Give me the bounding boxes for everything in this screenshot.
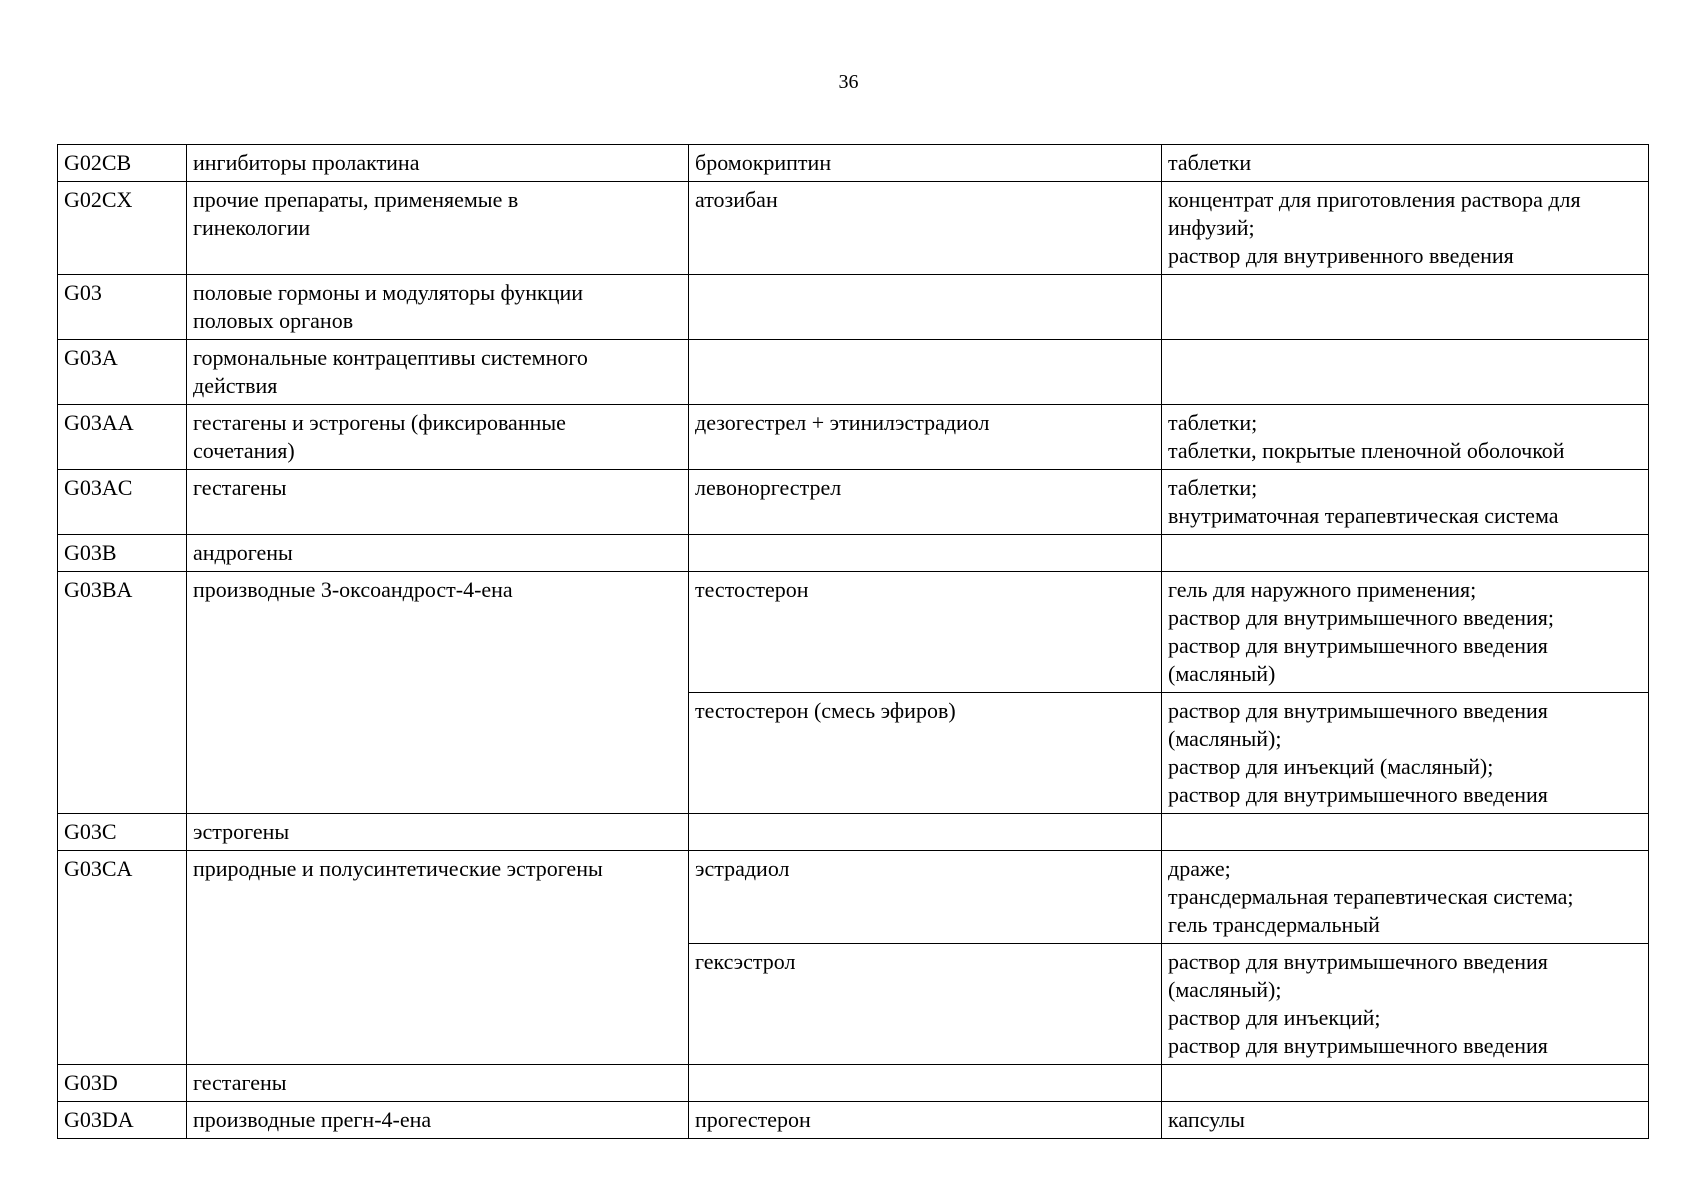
anatomical-group: андрогены	[187, 535, 689, 572]
page-number: 36	[838, 71, 859, 93]
atc-code: G03C	[58, 814, 187, 851]
drug-name: левоноргестрел	[689, 470, 1162, 535]
dosage-form: капсулы	[1162, 1102, 1649, 1139]
atc-code: G02CB	[58, 145, 187, 182]
drug-name	[689, 1065, 1162, 1102]
dosage-form: концентрат для приготовления раствора для инфузий; раствор для внутривенного введения	[1162, 182, 1649, 275]
drug-name: гексэстрол	[689, 944, 1162, 1065]
dosage-form: раствор для внутримышечного введения (масляный); раствор для инъекций; раствор для внутримышечного введения	[1162, 944, 1649, 1065]
table-row	[58, 340, 1649, 405]
dosage-form	[1162, 535, 1649, 572]
atc-code: G03CA	[58, 851, 187, 1065]
drug-name: бромокриптин	[689, 145, 1162, 182]
drug-table	[57, 144, 1649, 1139]
anatomical-group: половые гормоны и модуляторы функции половых органов	[187, 275, 689, 340]
dosage-form: таблетки	[1162, 145, 1649, 182]
drug-name: тестостерон	[689, 572, 1162, 693]
table-row	[58, 572, 1649, 693]
table-row	[58, 275, 1649, 340]
dosage-form: драже; трансдермальная терапевтическая система; гель трансдермальный	[1162, 851, 1649, 944]
atc-code: G03D	[58, 1065, 187, 1102]
anatomical-group: природные и полусинтетические эстрогены	[187, 851, 689, 1065]
atc-code: G03AA	[58, 405, 187, 470]
table-row	[58, 1102, 1649, 1139]
anatomical-group: гестагены	[187, 1065, 689, 1102]
dosage-form	[1162, 340, 1649, 405]
atc-code: G02CX	[58, 182, 187, 275]
atc-code: G03AC	[58, 470, 187, 535]
dosage-form	[1162, 275, 1649, 340]
drug-name: прогестерон	[689, 1102, 1162, 1139]
dosage-form	[1162, 814, 1649, 851]
dosage-form: гель для наружного применения; раствор для внутримышечного введения; раствор для внутримышечного введения (масляный)	[1162, 572, 1649, 693]
table-row	[58, 535, 1649, 572]
table-row	[58, 145, 1649, 182]
atc-code: G03B	[58, 535, 187, 572]
dosage-form: таблетки; таблетки, покрытые пленочной оболочкой	[1162, 405, 1649, 470]
drug-name: эстрадиол	[689, 851, 1162, 944]
table-row	[58, 814, 1649, 851]
atc-code: G03A	[58, 340, 187, 405]
drug-name: атозибан	[689, 182, 1162, 275]
anatomical-group: производные прегн-4-ена	[187, 1102, 689, 1139]
dosage-form: раствор для внутримышечного введения (масляный); раствор для инъекций (масляный); раствор для внутримышечного введения	[1162, 693, 1649, 814]
drug-name	[689, 275, 1162, 340]
dosage-form: таблетки; внутриматочная терапевтическая система	[1162, 470, 1649, 535]
atc-code: G03BA	[58, 572, 187, 814]
table-row	[58, 851, 1649, 944]
anatomical-group: гестагены и эстрогены (фиксированные сочетания)	[187, 405, 689, 470]
atc-code: G03	[58, 275, 187, 340]
atc-code: G03DA	[58, 1102, 187, 1139]
anatomical-group: производные 3-оксоандрост-4-ена	[187, 572, 689, 814]
drug-name: тестостерон (смесь эфиров)	[689, 693, 1162, 814]
drug-name: дезогестрел + этинилэстрадиол	[689, 405, 1162, 470]
anatomical-group: гестагены	[187, 470, 689, 535]
table-row	[58, 405, 1649, 470]
drug-name	[689, 535, 1162, 572]
dosage-form	[1162, 1065, 1649, 1102]
anatomical-group: гормональные контрацептивы системного действия	[187, 340, 689, 405]
drug-name	[689, 340, 1162, 405]
drug-name	[689, 814, 1162, 851]
table-row	[58, 470, 1649, 535]
anatomical-group: прочие препараты, применяемые в гинекологии	[187, 182, 689, 275]
anatomical-group: эстрогены	[187, 814, 689, 851]
anatomical-group: ингибиторы пролактина	[187, 145, 689, 182]
table-row	[58, 1065, 1649, 1102]
table-row	[58, 182, 1649, 275]
